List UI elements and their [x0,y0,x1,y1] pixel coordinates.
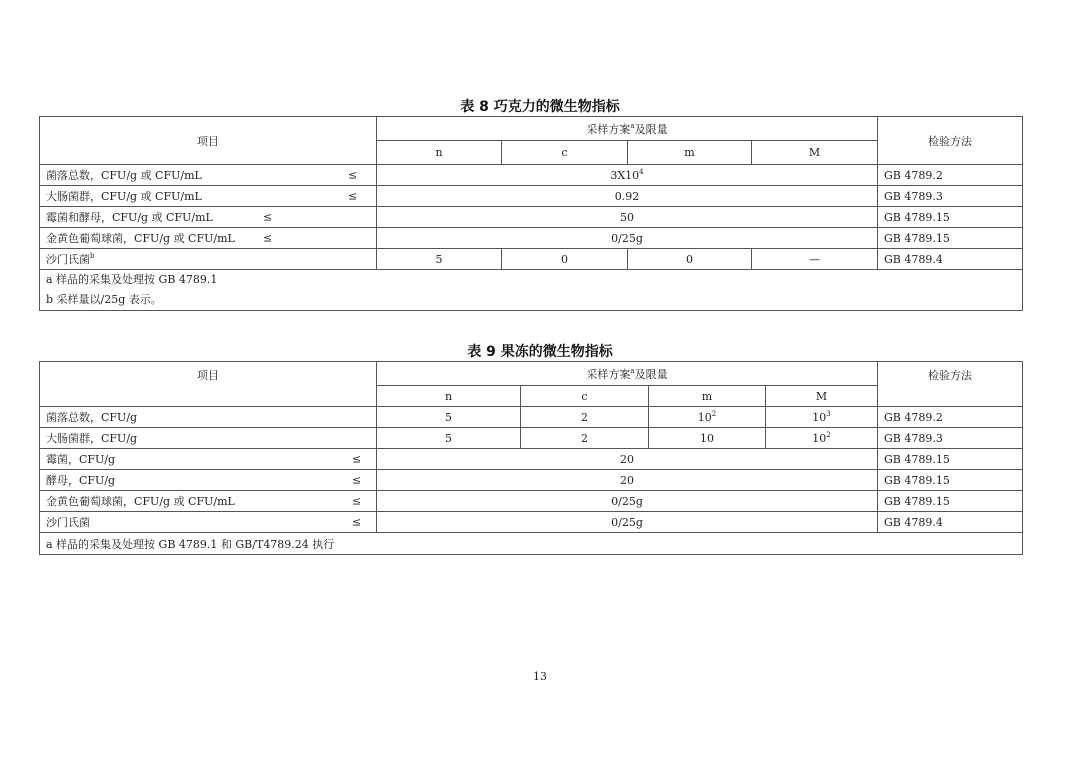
table8-method-cell: GB 4789.15 [878,228,1023,249]
table9-item-label: 酵母，CFU/g [46,474,116,487]
table9-n-cell: 5 [377,428,521,449]
table8-limit-cell: 0/25g [377,228,878,249]
table8-item-cell [40,207,377,228]
table9-method-cell: GB 4789.15 [878,470,1023,491]
table8-m-cell: 0 [628,249,752,270]
table9-header-n: n [377,386,521,407]
less-equal-sign: ≤ [352,473,362,487]
table8-method-cell: GB 4789.3 [878,186,1023,207]
table9-item-cell [40,470,377,491]
table8-M-cell: — [752,249,878,270]
table8-limit-cell: 0.92 [377,186,878,207]
table8-limit-base: 3X10 [610,168,640,182]
table9-item-label: 沙门氏菌 [46,516,90,529]
table8-row [40,165,1023,186]
table8-header-method: 检验方法 [878,117,1023,165]
less-equal-sign: ≤ [263,231,273,245]
table8-item-sup: b [90,252,95,260]
table9-m-exponent: 2 [711,409,717,418]
table9-method-cell: GB 4789.3 [878,428,1023,449]
table9-header-plan-suffix: 及限量 [634,367,668,381]
table9-M-base: 10 [812,431,827,445]
table8-method-cell: GB 4789.4 [878,249,1023,270]
table8-header-row-1 [40,117,1023,141]
table9-method-cell: GB 4789.15 [878,449,1023,470]
table8-caption: 表 8 巧克力的微生物指标 [460,99,620,115]
table9-M-base: 10 [812,410,827,424]
table8-item-cell [40,165,377,186]
table9-header-item: 项目 [40,362,377,407]
table8-row [40,228,1023,249]
less-equal-sign: ≤ [348,189,358,203]
table8-note: a 样品的采集及处理按 GB 4789.1 [46,273,218,286]
table8-row [40,249,1023,270]
table9-M-cell [766,407,878,428]
table9-item-cell [40,449,377,470]
table9-row [40,407,1023,428]
table9-item-label: 霉菌，CFU/g [46,453,116,466]
less-equal-sign: ≤ [352,494,362,508]
table9-header-plan-prefix: 采样方案 [586,367,631,381]
table9-jelly-microbial [39,361,1023,555]
table8-header-plan-prefix: 采样方案 [586,122,631,136]
table8-n-cell: 5 [377,249,502,270]
table9-c-cell: 2 [521,428,649,449]
table9-m-cell [649,407,766,428]
table8-header-c: c [502,141,628,165]
table8-notes-row [40,270,1023,311]
table9-limit-cell: 0/25g [377,512,878,533]
table9-M-exponent: 3 [826,409,831,418]
table9-method-cell: GB 4789.4 [878,512,1023,533]
less-equal-sign: ≤ [352,452,362,466]
table9-note: a 样品的采集及处理按 GB 4789.1 和 GB/T4789.24 执行 [40,533,1023,555]
table8-header-M: M [752,141,878,165]
table9-item-label: 金黄色葡萄球菌，CFU/g 或 CFU/mL [46,495,235,508]
table9-n-cell: 5 [377,407,521,428]
table8-item-cell [40,186,377,207]
table8-method-cell: GB 4789.2 [878,165,1023,186]
table9-item-cell [40,491,377,512]
table8-header-item: 项目 [40,117,377,165]
table8-header-plan-sup: a [630,121,635,130]
table9-header-c: c [521,386,649,407]
table9-item-cell: 大肠菌群，CFU/g [40,428,377,449]
table8-row [40,207,1023,228]
table8-header-plan [377,117,878,141]
table8-notes [40,270,1023,311]
table8-item-cell [40,228,377,249]
table8-item-cell [40,249,377,270]
table8-item-label: 沙门氏菌 [46,253,90,266]
table8-limit-cell [377,165,878,186]
table9-header-M: M [766,386,878,407]
table9-header-row-1 [40,362,1023,386]
table9-row [40,470,1023,491]
table9-limit-cell: 20 [377,449,878,470]
table8-item-label: 菌落总数，CFU/g 或 CFU/mL [46,169,202,182]
table9-method-cell: GB 4789.15 [878,491,1023,512]
table8-limit-cell: 50 [377,207,878,228]
table8-c-cell: 0 [502,249,628,270]
table9-limit-cell: 0/25g [377,491,878,512]
table9-m-base: 10 [697,410,712,424]
table8-item-label: 大肠菌群，CFU/g 或 CFU/mL [46,190,202,203]
table9-row [40,491,1023,512]
table8-limit-exponent: 4 [639,167,644,176]
table9-limit-cell: 20 [377,470,878,491]
table9-caption: 表 9 果冻的微生物指标 [467,344,613,360]
table9-row [40,512,1023,533]
table8-chocolate-microbial [39,116,1023,311]
page-number: 13 [533,670,547,683]
less-equal-sign: ≤ [348,168,358,182]
table8-item-label: 霉菌和酵母，CFU/g 或 CFU/mL [46,211,213,224]
table9-M-cell [766,428,878,449]
table9-header-plan [377,362,878,386]
table9-item-cell [40,512,377,533]
table8-header-n: n [377,141,502,165]
table9-row [40,428,1023,449]
table8-note: b 采样量以/25g 表示。 [46,293,162,306]
table9-m-base: 10 [700,431,714,445]
table8-row [40,186,1023,207]
table9-header-method: 检验方法 [878,362,1023,407]
table9-header-plan-sup: a [630,366,635,375]
table9-row [40,449,1023,470]
table8-item-label: 金黄色葡萄球菌，CFU/g 或 CFU/mL [46,232,235,245]
table9-method-cell: GB 4789.2 [878,407,1023,428]
table9-M-exponent: 2 [826,430,831,439]
table9-c-cell: 2 [521,407,649,428]
table9-m-cell [649,428,766,449]
table8-method-cell: GB 4789.15 [878,207,1023,228]
less-equal-sign: ≤ [263,210,273,224]
table9-item-cell: 菌落总数，CFU/g [40,407,377,428]
less-equal-sign: ≤ [352,515,362,529]
table8-header-plan-suffix: 及限量 [634,122,668,136]
table8-header-m: m [628,141,752,165]
table9-notes-row [40,533,1023,555]
table9-header-m: m [649,386,766,407]
